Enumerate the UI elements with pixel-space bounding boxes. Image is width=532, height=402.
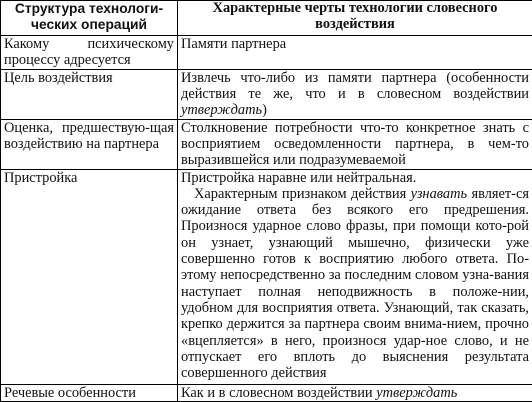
table-row [1,169,532,384]
table-row [1,36,532,70]
adjustment-paragraph-1: Пристройка наравне или нейтральная. [181,170,529,186]
header-structure: Структура технологи-ческих операций [1,1,178,36]
speech-text: Как и в словесном воздействии [181,385,373,401]
row-value-speech [178,384,532,401]
table-row [1,69,532,119]
row-value-goal [178,69,532,119]
adjustment-p2-rest: являет-ся ожидание ответа без всякого его предрешения. Произнося ударное слово фразы, при помощи кото-рой он узнает, узнающий мышечно, физически уже совершенно готов к восприятию любого ответа. По-этому непосредственно за последним словом узна-вания наступает полная неподвижность в положе-нии, удобном для восприятия ответа. Узнающий, так сказать, крепко держится за партнера своим внима-нием, прочно «вцепляется» в него, произнося удар-ное слово, и не отпускает его вплоть до выяснения результата совершенного действия [181,186,529,381]
adjustment-p2-start: Характерным признаком действия [194,186,406,202]
row-label-assessment: Оценка, предшествую-щая воздействию на партнера [1,119,178,169]
row-value-assessment: Столкновение потребности что-то конкретное знать с восприятием осведомленности партнера, в чем-то выразившейся или подразумеваемой [178,119,532,169]
table-row [1,119,532,169]
speech-emphasis: утверждать [376,385,457,401]
table-header-row [1,1,532,36]
row-value-memory: Памяти партнера [178,36,532,70]
row-label-adjustment: Пристройка [1,169,178,384]
header-features: Характерные черты технологии словесного воздействия [178,1,532,36]
table-row [1,384,532,401]
goal-text: Извлечь что-либо из памяти партнера (особенности действия те же, что и в словесном воздействии [181,70,529,102]
row-label-psychic-process: Какому психическому процессу адресуется [1,36,178,70]
goal-tail: ) [262,102,267,118]
row-value-adjustment [178,169,532,384]
adjustment-paragraph-2 [181,186,529,382]
adjustment-p2-emphasis: узнавать [411,186,467,202]
row-label-goal: Цель воздействия [1,69,178,119]
goal-emphasis: утверждать [181,102,262,118]
row-label-speech: Речевые особенности [1,384,178,401]
